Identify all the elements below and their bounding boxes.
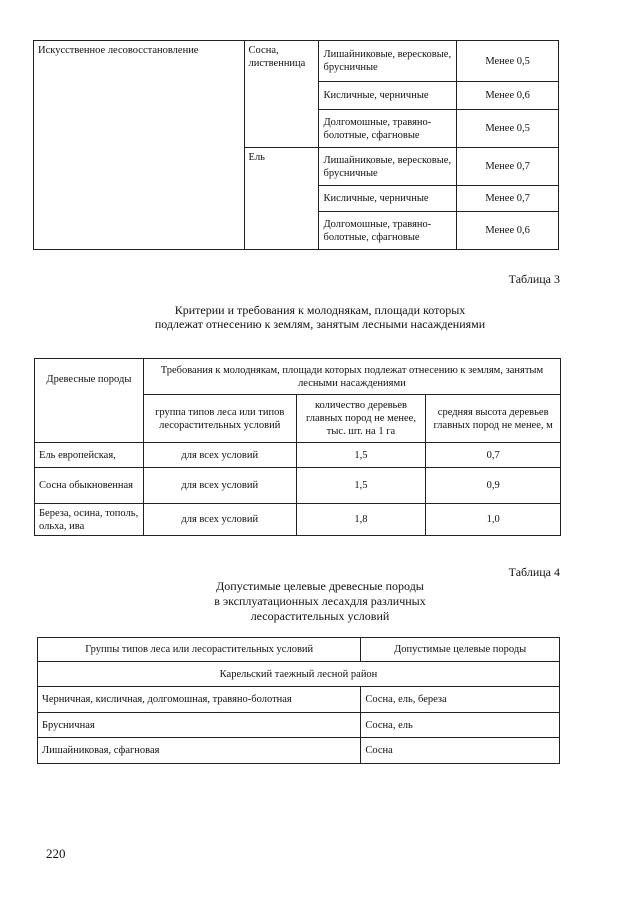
value-cell: Менее 0,7 [457, 148, 559, 186]
value-cell: Менее 0,7 [457, 186, 559, 212]
region-cell: Карельский таежный лесной район [38, 662, 560, 687]
table-row [38, 738, 560, 764]
height-cell: 0,9 [426, 468, 561, 504]
table-forest-restoration [33, 40, 559, 250]
page-number: 220 [46, 846, 66, 861]
count-cell: 1,8 [296, 504, 426, 536]
count-cell: 1,5 [296, 443, 426, 468]
species-cell: Сосна, лиственница [244, 41, 319, 148]
species-cell: Береза, осина, тополь, ольха, ива [35, 504, 144, 536]
species-cell: Ель европейская, [35, 443, 144, 468]
group-cell: для всех условий [143, 468, 296, 504]
table3-title [0, 303, 640, 331]
height-cell: 1,0 [426, 504, 561, 536]
table4-title-line3: лесорастительных условий [250, 609, 390, 623]
value-cell: Менее 0,6 [457, 212, 559, 250]
group-cell: Лишайниковая, сфагновая [38, 738, 361, 764]
value-cell: Менее 0,5 [457, 110, 559, 148]
table4-title [0, 579, 640, 624]
forest-type-cell: Долгомошные, травяно-болотные, сфагновые [319, 110, 457, 148]
table3-label: Таблица 3 [508, 272, 560, 286]
species-cell: Сосна, ель, береза [361, 687, 560, 713]
table-header-row [35, 359, 561, 395]
count-cell: 1,5 [296, 468, 426, 504]
table-target-species [37, 637, 560, 764]
height-cell: 0,7 [426, 443, 561, 468]
table-row [38, 713, 560, 738]
value-cell: Менее 0,6 [457, 82, 559, 110]
group-cell: Черничная, кисличная, долгомошная, травяно-болотная [38, 687, 361, 713]
table3-title-line1: Критерии и требования к молоднякам, площади которых [174, 303, 466, 317]
value-cell: Менее 0,5 [457, 41, 559, 82]
forest-type-cell: Кисличные, черничные [319, 82, 457, 110]
species-cell: Сосна обыкновенная [35, 468, 144, 504]
table-row [35, 504, 561, 536]
table4-title-line2: в эксплуатационных лесахдля различных [214, 594, 426, 608]
header-group: группа типов леса или типов лесорастительных условий [143, 395, 296, 443]
group-cell: для всех условий [143, 504, 296, 536]
header-groups: Группы типов леса или лесорастительных условий [38, 638, 361, 662]
species-cell: Сосна, ель [361, 713, 560, 738]
table-row [34, 41, 559, 82]
header-species: Древесные породы [35, 359, 144, 443]
method-cell: Искусственное лесовосстановление [34, 41, 245, 250]
forest-type-cell: Кисличные, черничные [319, 186, 457, 212]
region-row [38, 662, 560, 687]
table-header-row [38, 638, 560, 662]
header-count: количество деревьев главных пород не менее, тыс. шт. на 1 га [296, 395, 426, 443]
header-requirements: Требования к молоднякам, площади которых подлежат отнесению к землям, занятым лесными насаждениями [143, 359, 560, 395]
group-cell: для всех условий [143, 443, 296, 468]
table-young-stands [34, 358, 561, 536]
species-cell: Сосна [361, 738, 560, 764]
header-height: средняя высота деревьев главных пород не менее, м [426, 395, 561, 443]
species-cell: Ель [244, 148, 319, 250]
group-cell: Брусничная [38, 713, 361, 738]
table4-title-line1: Допустимые целевые древесные породы [216, 579, 424, 593]
forest-type-cell: Лишайниковые, вересковые, брусничные [319, 148, 457, 186]
table3-title-line2: подлежат отнесению к землям, занятым лесными насаждениями [154, 317, 486, 331]
table4-label: Таблица 4 [508, 565, 560, 579]
table-row [38, 687, 560, 713]
header-species: Допустимые целевые породы [361, 638, 560, 662]
forest-type-cell: Долгомошные, травяно-болотные, сфагновые [319, 212, 457, 250]
table-row [35, 443, 561, 468]
table-row [35, 468, 561, 504]
forest-type-cell: Лишайниковые, вересковые, брусничные [319, 41, 457, 82]
